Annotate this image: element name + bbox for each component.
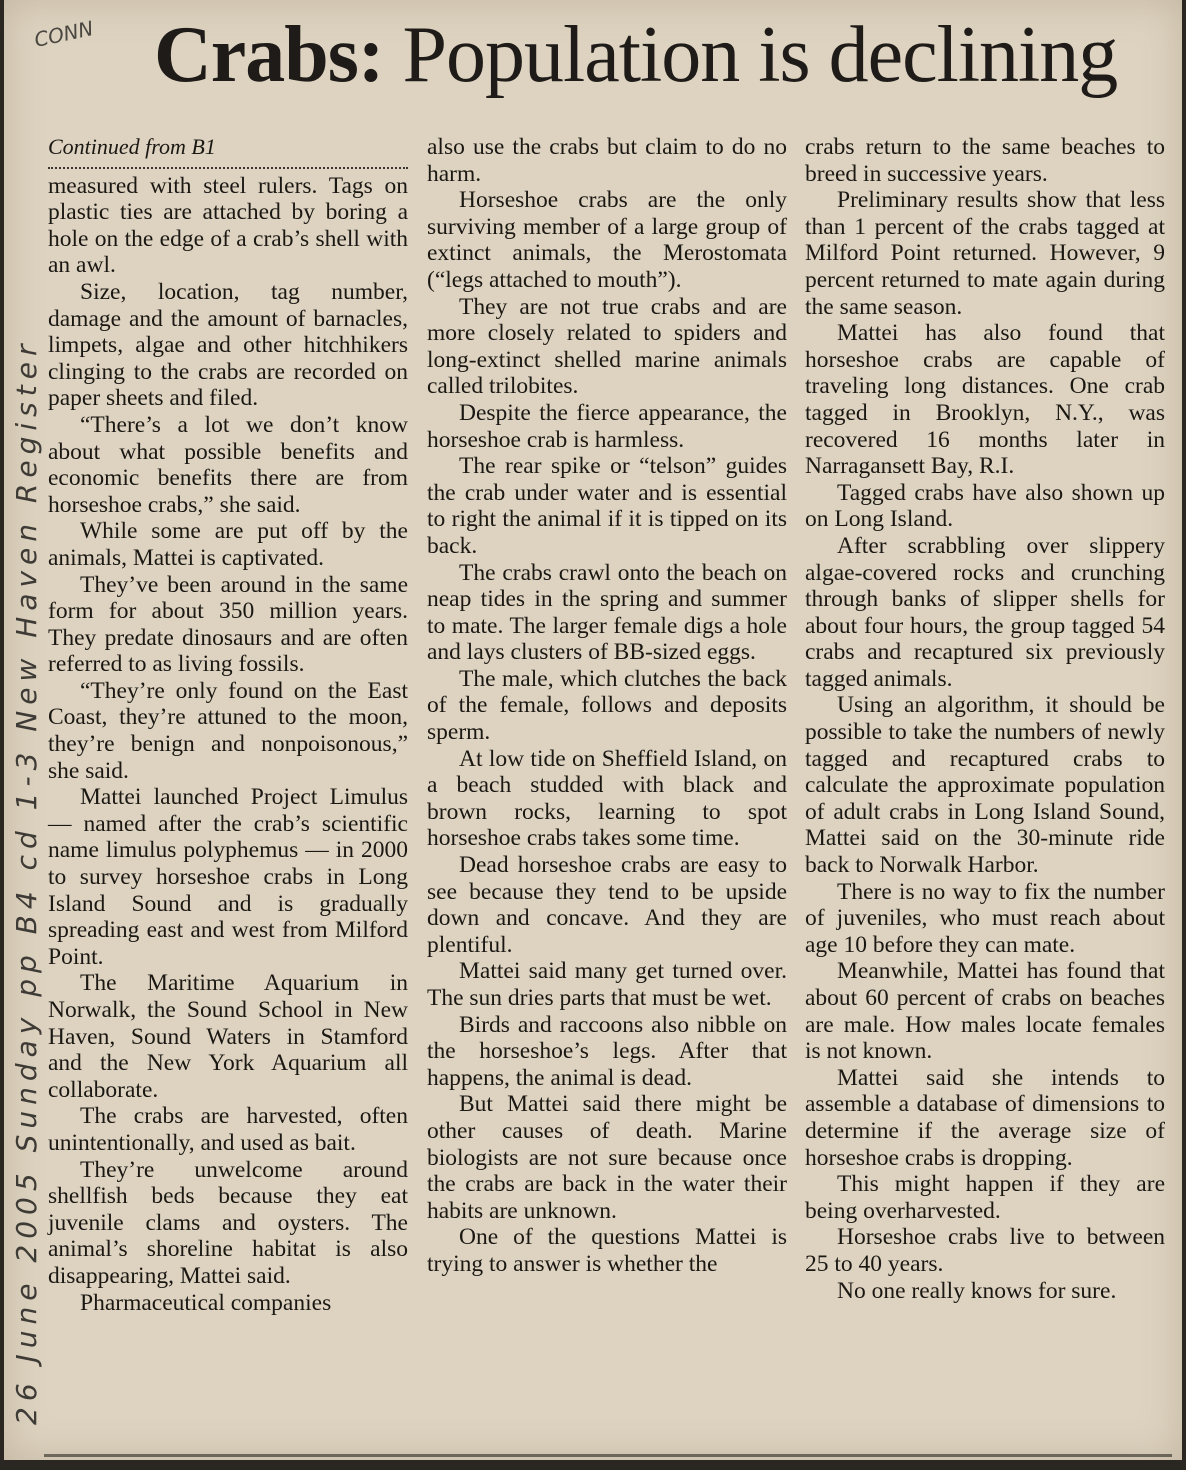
article-paragraph: Tagged crabs have also shown up on Long Island. xyxy=(805,479,1165,533)
handwritten-margin-note: 26 June 2005 Sunday pp B4 cd 1-3 New Haven Register xyxy=(10,338,43,1425)
article-paragraph: measured with steel rulers. Tags on plastic ties are attached by boring a hole on the edge of a crab’s shell with an awl. xyxy=(48,172,408,279)
article-paragraph: “They’re only found on the East Coast, they’re attuned to the moon, they’re benign and nonpoisonous,” she said. xyxy=(48,677,408,784)
article-paragraph: They’ve been around in the same form for about 350 million years. They predate dinosaurs and are often referred to as living fossils. xyxy=(48,571,408,678)
article-paragraph: At low tide on Sheffield Island, on a beach studded with black and brown rocks, learning to spot horseshoe crabs takes some time. xyxy=(427,745,787,852)
article-paragraph: Size, location, tag number, damage and the amount of barnacles, limpets, algae and other hitchhikers clinging to the crabs are recorded on paper sheets and filed. xyxy=(48,278,408,412)
article-column-2 xyxy=(427,134,787,1278)
article-paragraph: One of the questions Mattei is trying to answer is whether the xyxy=(427,1224,787,1277)
bottom-edge-rule xyxy=(44,1454,1172,1460)
article-column-3 xyxy=(805,134,1165,1304)
article-paragraph: Horseshoe crabs live to between 25 to 40 years. xyxy=(805,1224,1165,1277)
article-paragraph: Mattei has also found that horseshoe crabs are capable of traveling long distances. One crab tagged in Brooklyn, N.Y., was recovered 16 months later in Narragansett Bay, R.I. xyxy=(805,320,1165,480)
article-paragraph: After scrabbling over slippery algae-covered rocks and crunching through banks of slipper shells for about four hours, the group tagged 54 crabs and recaptured six previously tagged animals. xyxy=(805,532,1165,692)
article-paragraph: But Mattei said there might be other causes of death. Marine biologists are not sure because once the crabs are back in the water their habits are unknown. xyxy=(427,1091,787,1224)
article-paragraph: The crabs crawl onto the beach on neap tides in the spring and summer to mate. The larger female digs a hole and lays clusters of BB-sized eggs. xyxy=(427,559,787,666)
article-paragraph: Mattei launched Project Limulus — named after the crab’s scientific name limulus polyphemus — in 2000 to survey horseshoe crabs in Long Island Sound and is gradually spreading east and west from Milford Point. xyxy=(48,784,408,970)
article-paragraph: also use the crabs but claim to do no harm. xyxy=(427,134,787,187)
article-paragraph: The Maritime Aquarium in Norwalk, the Sound School in New Haven, Sound Waters in Stamford and the New York Aquarium all collaborate. xyxy=(48,970,408,1103)
article-paragraph: “There’s a lot we don’t know about what possible benefits and economic benefits there are from horseshoe crabs,” she said. xyxy=(48,411,408,518)
article-paragraph: Dead horseshoe crabs are easy to see because they tend to be upside down and concave. And they are plentiful. xyxy=(427,852,787,958)
article-paragraph: Pharmaceutical companies xyxy=(80,1289,332,1316)
article-paragraph: The crabs are harvested, often unintentionally, and used as bait. xyxy=(48,1103,408,1156)
article-paragraph: Preliminary results show that less than 1 percent of the crabs tagged at Milford Point returned. However, 9 percent returned to mate again during the same season. xyxy=(805,187,1165,320)
article-paragraph: They’re unwelcome around shellfish beds because they eat juvenile clams and oysters. The animal’s shoreline habitat is also disappearing, Mattei said. xyxy=(48,1156,408,1289)
article-paragraph: Using an algorithm, it should be possible to take the numbers of newly tagged and recaptured crabs to calculate the approximate population of adult crabs in Long Island Sound, Mattei said on the 30-minute ride back to Norwalk Harbor. xyxy=(805,692,1165,879)
continued-from-label: Continued from B1 xyxy=(48,134,408,169)
article-paragraph: They are not true crabs and are more closely related to spiders and long-extinct shelled marine animals called trilobites. xyxy=(427,293,787,400)
article-column-1 xyxy=(48,134,408,1316)
headline xyxy=(154,10,1117,100)
article-paragraph: While some are put off by the animals, Mattei is captivated. xyxy=(48,518,408,571)
article-paragraph: Mattei said many get turned over. The sun dries parts that must be wet. xyxy=(427,958,787,1011)
article-paragraph: crabs return to the same beaches to breed in successive years. xyxy=(805,134,1165,187)
article-paragraph: There is no way to fix the number of juveniles, who must reach about age 10 before they can mate. xyxy=(805,878,1165,958)
article-paragraph: Horseshoe crabs are the only surviving member of a large group of extinct animals, the Merostomata (“legs attached to mouth”). xyxy=(427,187,787,293)
article-paragraph: Despite the fierce appearance, the horseshoe crab is harmless. xyxy=(427,399,787,453)
article-paragraph: The male, which clutches the back of the female, follows and deposits sperm. xyxy=(427,665,787,746)
newspaper-clipping xyxy=(4,0,1182,1460)
article-paragraph: Mattei said she intends to assemble a database of dimensions to determine if the average size of horseshoe crabs is dropping. xyxy=(805,1064,1165,1171)
article-paragraph: Birds and raccoons also nibble on the horseshoe’s legs. After that happens, the animal is dead. xyxy=(427,1011,787,1091)
article-paragraph: Meanwhile, Mattei has found that about 60 percent of crabs on beaches are male. How males locate females is not known. xyxy=(805,958,1165,1065)
article-paragraph: This might happen if they are being overharvested. xyxy=(805,1171,1165,1224)
headline-lead: Crabs: xyxy=(154,11,384,99)
article-paragraph: No one really knows for sure. xyxy=(837,1277,1117,1304)
headline-rest: Population is declining xyxy=(383,11,1118,99)
article-paragraph: The rear spike or “telson” guides the crab under water and is essential to right the animal if it is tipped on its back. xyxy=(427,453,787,559)
clipping-state-tag: CONN xyxy=(32,16,96,52)
